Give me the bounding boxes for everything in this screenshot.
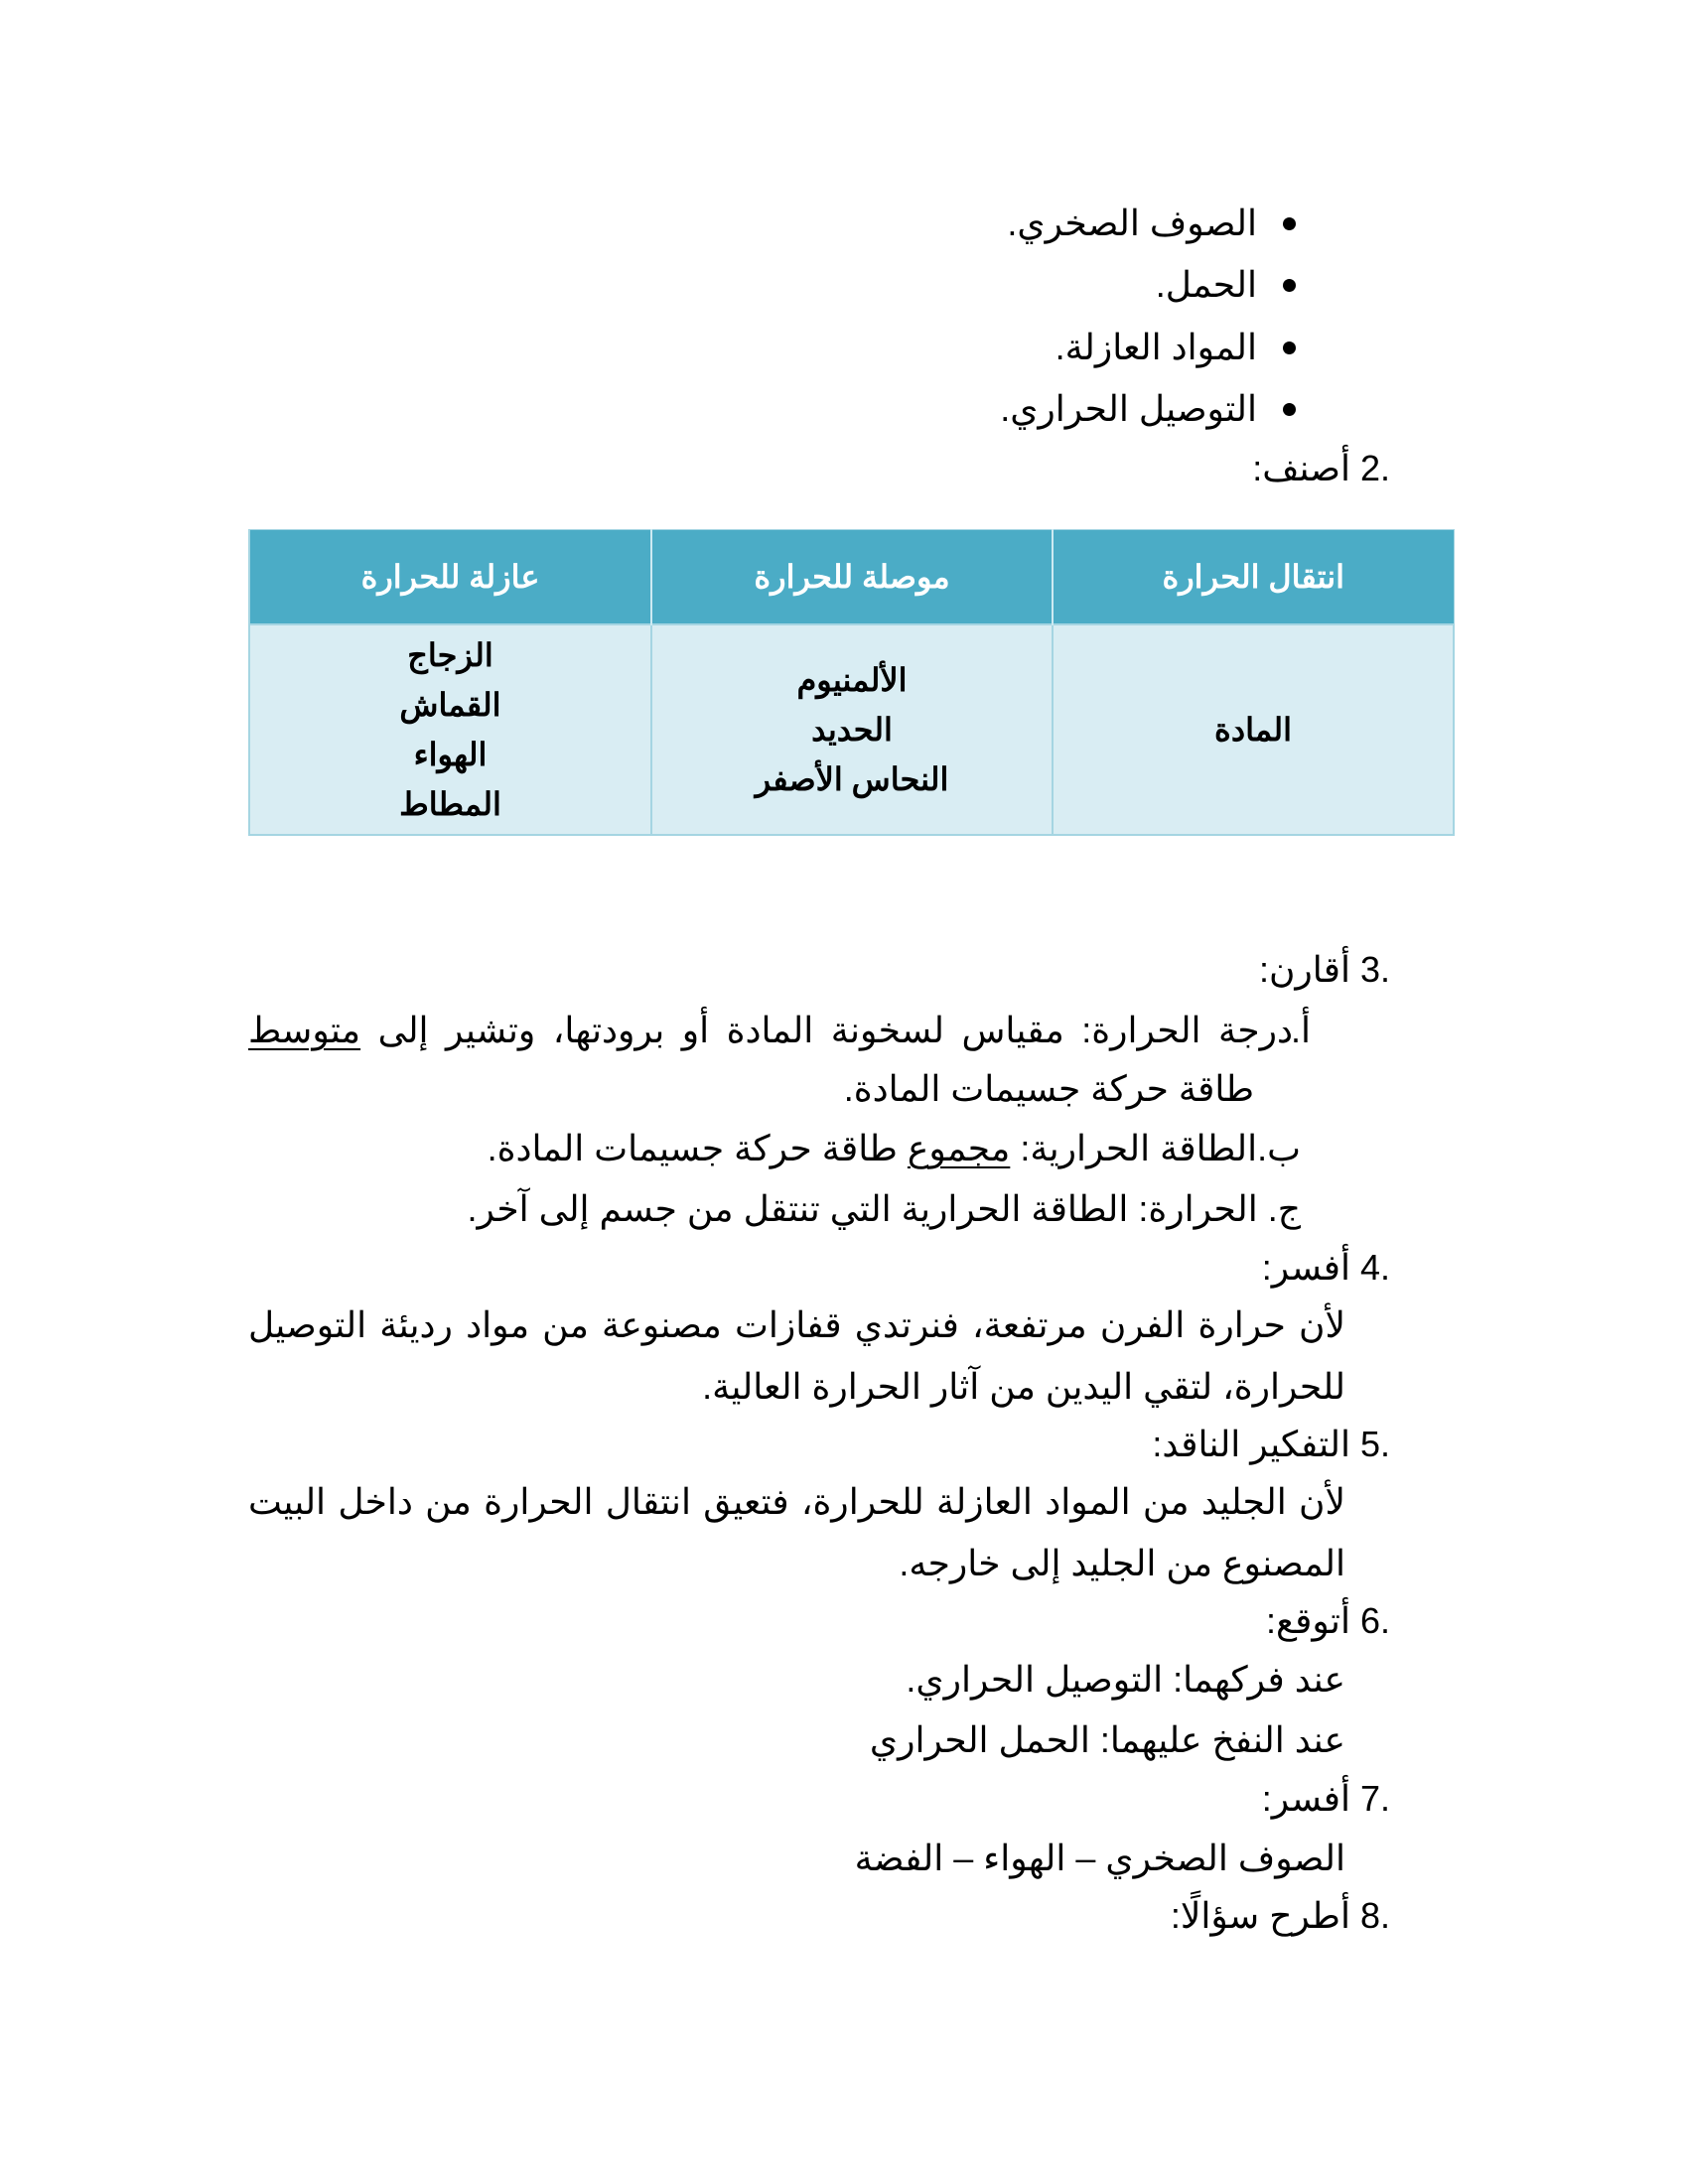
answer-text: طاقة حركة جسيمات المادة. [487, 1128, 898, 1168]
question-8-heading [1171, 1894, 1390, 1938]
answer-3a-line-2: طاقة حركة جسيمات المادة. [843, 1068, 1254, 1109]
insulators-cell [249, 624, 651, 835]
insulator-item: القماش [399, 687, 501, 723]
row-label-cell [1053, 624, 1454, 835]
answer-text: الطاقة الحرارية: [1020, 1128, 1258, 1168]
table-header: عازلة للحرارة [249, 530, 651, 625]
bullet-item [1000, 387, 1296, 431]
answer-3b [488, 1127, 1301, 1170]
bullet-icon [1283, 217, 1296, 230]
question-title: أفسر: [1261, 1247, 1350, 1288]
answer-4-line-2: للحرارة، لتقي اليدين من آثار الحرارة العالية. [702, 1366, 1345, 1407]
heat-transfer-table [248, 529, 1455, 836]
question-number: 5. [1359, 1424, 1390, 1464]
answer-3a-marker: أ. [1290, 1010, 1311, 1050]
question-number: 6. [1359, 1600, 1390, 1641]
bullet-item [1055, 326, 1296, 369]
question-title: أطرح سؤالًا: [1170, 1895, 1350, 1936]
underlined-term: متوسط [248, 1010, 361, 1050]
insulator-item: المطاط [399, 786, 501, 822]
bullet-text: الحمل. [1155, 264, 1257, 305]
item-marker: ب. [1257, 1128, 1301, 1168]
answer-5-line-2: المصنوع من الجليد إلى خارجه. [899, 1543, 1345, 1583]
conductor-item: النحاس الأصفر [755, 761, 949, 797]
answer-text: الحرارة: الطاقة الحرارية التي تنتقل من جسم إلى آخر. [467, 1188, 1258, 1229]
question-title: التفكير الناقد: [1152, 1424, 1350, 1464]
question-title: أفسر: [1261, 1778, 1350, 1819]
bullet-icon [1283, 403, 1296, 416]
bullet-icon [1283, 341, 1296, 354]
answer-6-line-2: عند النفخ عليهما: الحمل الحراري [869, 1719, 1345, 1760]
question-number: 3. [1359, 949, 1390, 990]
question-6-heading [1266, 1599, 1390, 1643]
bullet-text: الصوف الصخري. [1007, 203, 1257, 243]
question-title: أصنف: [1252, 448, 1350, 488]
conductor-item: الألمنيوم [796, 662, 908, 698]
answer-7-line-1: الصوف الصخري – الهواء – الفضة [854, 1838, 1345, 1878]
bullet-icon [1283, 279, 1296, 292]
question-4-heading [1262, 1246, 1390, 1290]
insulator-item: الهواء [413, 737, 488, 772]
table-header-row [249, 530, 1454, 625]
question-3-heading [1259, 948, 1390, 992]
bullet-item [1007, 202, 1296, 245]
answer-6-line-1: عند فركهما: التوصيل الحراري. [906, 1659, 1345, 1700]
table-header: موصلة للحرارة [651, 530, 1053, 625]
answer-5-line-1: لأن الجليد من المواد العازلة للحرارة، فتعيق انتقال الحرارة من داخل البيت [248, 1481, 1345, 1522]
underlined-term: مجموع [907, 1128, 1011, 1168]
question-number: 8. [1359, 1895, 1390, 1936]
question-title: أتوقع: [1265, 1600, 1350, 1641]
table-row [249, 624, 1454, 835]
answer-text: درجة الحرارة: مقياس لسخونة المادة أو برودتها، وتشير إلى [377, 1010, 1293, 1050]
bullet-text: التوصيل الحراري. [1000, 388, 1257, 429]
question-2-heading [1252, 447, 1390, 490]
question-number: 2. [1359, 448, 1390, 488]
question-number: 7. [1359, 1778, 1390, 1819]
bullet-text: المواد العازلة. [1055, 327, 1257, 367]
question-7-heading [1262, 1777, 1390, 1821]
bullet-item [1156, 263, 1296, 307]
question-number: 4. [1359, 1247, 1390, 1288]
insulator-item: الزجاج [407, 637, 493, 673]
answer-3a-line-1 [248, 1009, 1293, 1052]
item-marker: ج. [1267, 1188, 1301, 1229]
question-title: أقارن: [1258, 949, 1350, 990]
table-header: انتقال الحرارة [1053, 530, 1454, 625]
question-5-heading [1152, 1423, 1390, 1466]
answer-4-line-1: لأن حرارة الفرن مرتفعة، فنرتدي قفازات مصنوعة من مواد رديئة التوصيل [248, 1304, 1345, 1345]
answer-3c [467, 1187, 1301, 1231]
conductor-item: الحديد [811, 712, 893, 748]
conductors-cell [651, 624, 1053, 835]
row-label: المادة [1214, 712, 1292, 748]
